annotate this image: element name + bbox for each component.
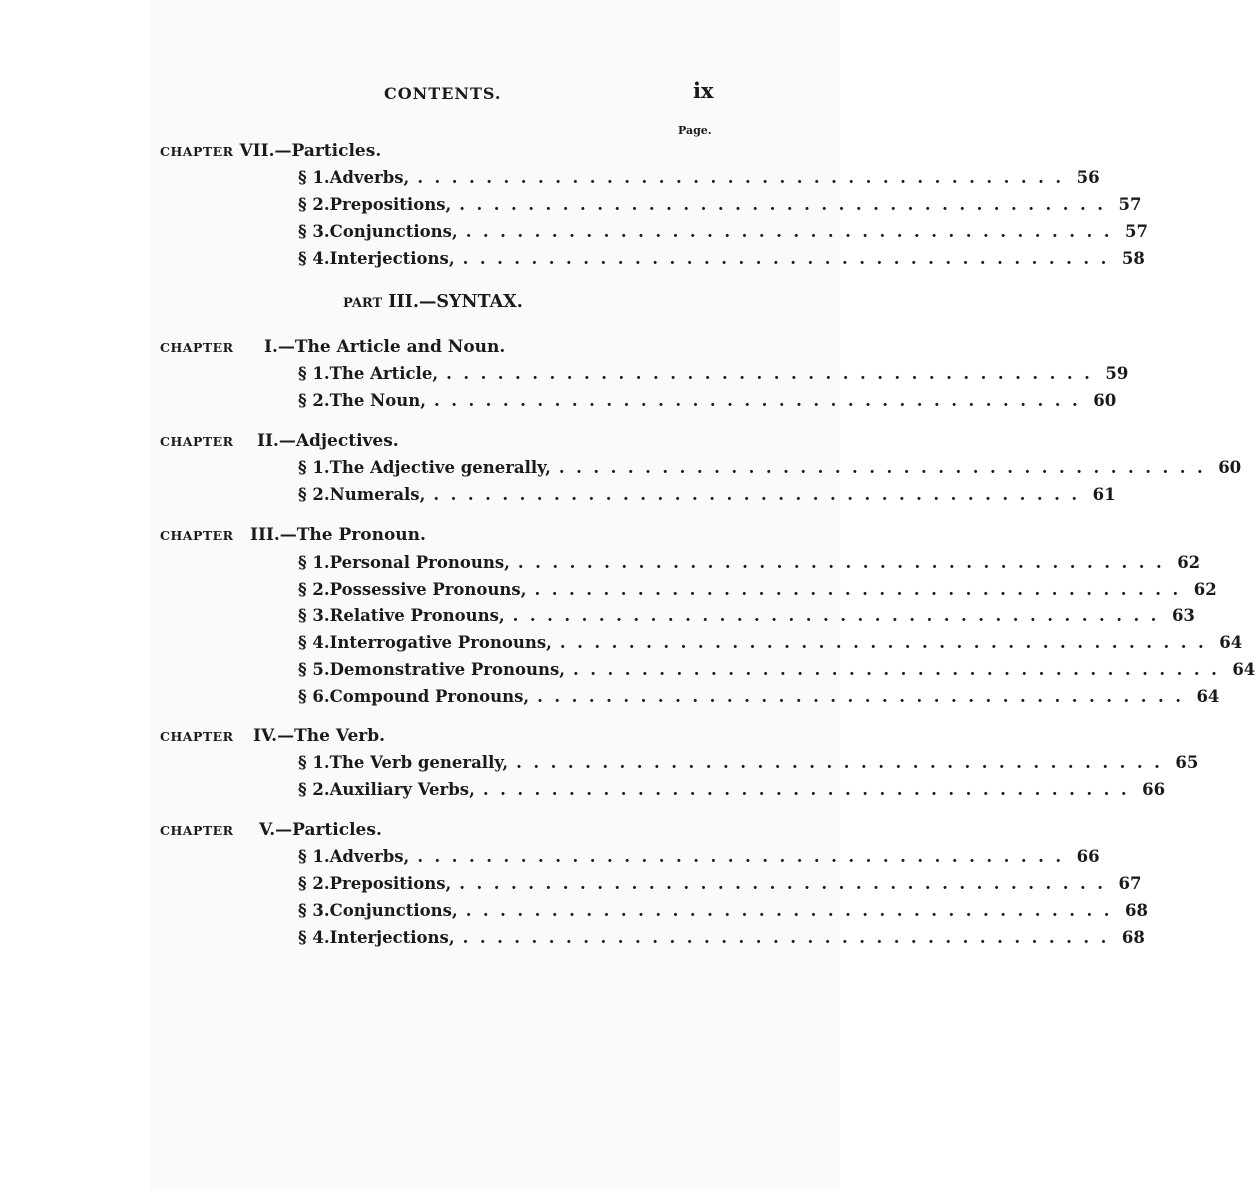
section-number: § 1.	[298, 553, 330, 572]
chapter-label: CHAPTER	[160, 729, 234, 744]
entry-label: Conjunctions,	[329, 901, 458, 920]
leader-dots: ......................................	[433, 485, 1089, 504]
leader-dots: ......................................	[534, 580, 1190, 599]
page-column-label: Page.	[678, 124, 712, 137]
entry-label: Interrogative Pronouns,	[329, 633, 552, 652]
toc-entry[interactable]	[298, 606, 1195, 625]
entry-page: 57	[1124, 222, 1148, 241]
toc-entry[interactable]	[298, 249, 1145, 268]
entry-label: Prepositions,	[329, 195, 452, 214]
chapter-title: II.—Adjectives.	[257, 431, 399, 451]
section-number: § 2.	[298, 780, 330, 799]
entry-page: 65	[1175, 753, 1199, 772]
leader-dots: ......................................	[433, 391, 1090, 410]
section-number: § 5.	[298, 660, 330, 679]
section-number: § 3.	[298, 222, 330, 241]
toc-entry[interactable]	[298, 222, 1148, 241]
leader-dots: ......................................	[517, 553, 1174, 572]
chapter-i-heading	[160, 337, 505, 357]
entry-page: 66	[1076, 847, 1100, 866]
entry-page: 60	[1218, 458, 1242, 477]
chapter-label: CHAPTER	[160, 528, 234, 543]
part-title: III.—SYNTAX.	[382, 292, 523, 312]
leader-dots: ......................................	[462, 249, 1118, 268]
chapter-label: CHAPTER	[160, 823, 234, 838]
entry-label: The Noun,	[329, 391, 426, 410]
entry-label: The Article,	[329, 364, 439, 383]
section-number: § 4.	[298, 249, 330, 268]
chapter-label: CHAPTER	[160, 144, 234, 159]
section-number: § 1.	[298, 458, 330, 477]
leader-dots: ......................................	[417, 168, 1073, 187]
leader-dots: ......................................	[465, 222, 1121, 241]
chapter-vii-heading	[160, 141, 381, 161]
leader-dots: ......................................	[462, 928, 1118, 947]
section-number: § 1.	[298, 753, 330, 772]
section-number: § 4.	[298, 928, 330, 947]
entry-label: Auxiliary Verbs,	[329, 780, 475, 799]
entry-page: 60	[1093, 391, 1117, 410]
running-title: CONTENTS.	[384, 84, 502, 103]
entry-label: Personal Pronouns,	[329, 553, 510, 572]
leader-dots: ......................................	[558, 458, 1215, 477]
toc-entry[interactable]	[298, 874, 1142, 893]
section-number: § 2.	[298, 485, 330, 504]
toc-entry[interactable]	[298, 780, 1166, 799]
toc-entry[interactable]	[298, 580, 1217, 599]
toc-entry[interactable]	[298, 847, 1100, 866]
section-number: § 1.	[298, 847, 330, 866]
section-number: § 1.	[298, 364, 330, 383]
toc-entry[interactable]	[298, 633, 1243, 652]
entry-page: 63	[1171, 606, 1195, 625]
toc-entry[interactable]	[298, 391, 1117, 410]
entry-label: Adverbs,	[329, 847, 410, 866]
part-label: PART	[343, 296, 383, 311]
toc-entry[interactable]	[298, 195, 1142, 214]
leader-dots: ......................................	[512, 606, 1168, 625]
toc-entry[interactable]	[298, 660, 1255, 679]
section-number: § 2.	[298, 391, 330, 410]
entry-page: 62	[1193, 580, 1217, 599]
section-number: § 4.	[298, 633, 330, 652]
chapter-v-heading	[160, 820, 382, 840]
entry-label: The Adjective generally,	[329, 458, 551, 477]
toc-entry[interactable]	[298, 168, 1100, 187]
entry-label: Numerals,	[329, 485, 426, 504]
entry-page: 66	[1142, 780, 1166, 799]
section-number: § 3.	[298, 901, 330, 920]
entry-label: Conjunctions,	[329, 222, 458, 241]
entry-page: 64	[1232, 660, 1255, 679]
section-number: § 2.	[298, 874, 330, 893]
leader-dots: ......................................	[446, 364, 1102, 383]
section-number: § 2.	[298, 580, 330, 599]
entry-page: 62	[1177, 553, 1201, 572]
toc-entry[interactable]	[298, 928, 1145, 947]
entry-label: Demonstrative Pronouns,	[329, 660, 566, 679]
entry-page: 67	[1118, 874, 1142, 893]
entry-page: 58	[1121, 249, 1145, 268]
leader-dots: ......................................	[459, 874, 1115, 893]
chapter-title: IV.—The Verb.	[253, 726, 386, 746]
entry-label: The Verb generally,	[329, 753, 509, 772]
entry-label: Interjections,	[329, 928, 455, 947]
leader-dots: ......................................	[417, 847, 1073, 866]
toc-entry[interactable]	[298, 687, 1220, 706]
toc-entry[interactable]	[298, 458, 1242, 477]
section-number: § 2.	[298, 195, 330, 214]
leader-dots: ......................................	[459, 195, 1115, 214]
entry-label: Prepositions,	[329, 874, 452, 893]
chapter-label: CHAPTER	[160, 434, 234, 449]
section-number: § 1.	[298, 168, 330, 187]
entry-page: 56	[1076, 168, 1100, 187]
section-number: § 6.	[298, 687, 330, 706]
chapter-title: VII.—Particles.	[233, 141, 382, 161]
entry-label: Interjections,	[329, 249, 455, 268]
chapter-label: CHAPTER	[160, 340, 234, 355]
leader-dots: ......................................	[559, 633, 1216, 652]
leader-dots: ......................................	[516, 753, 1172, 772]
entry-label: Adverbs,	[329, 168, 410, 187]
toc-entry[interactable]	[298, 485, 1116, 504]
leader-dots: ......................................	[537, 687, 1193, 706]
entry-page: 64	[1196, 687, 1220, 706]
entry-page: 61	[1092, 485, 1116, 504]
entry-page: 68	[1124, 901, 1148, 920]
entry-page: 64	[1219, 633, 1243, 652]
chapter-iii-heading	[160, 525, 426, 545]
entry-label: Compound Pronouns,	[329, 687, 530, 706]
toc-entry[interactable]	[298, 753, 1199, 772]
entry-page: 59	[1105, 364, 1129, 383]
leader-dots: ......................................	[465, 901, 1121, 920]
toc-entry[interactable]	[298, 553, 1201, 572]
chapter-iv-heading	[160, 726, 385, 746]
entry-label: Possessive Pronouns,	[329, 580, 527, 599]
entry-label: Relative Pronouns,	[329, 606, 505, 625]
chapter-title: III.—The Pronoun.	[250, 525, 426, 545]
page-number: ix	[693, 78, 714, 103]
chapter-title: V.—Particles.	[259, 820, 382, 840]
toc-entry[interactable]	[298, 901, 1148, 920]
leader-dots: ......................................	[573, 660, 1229, 679]
entry-page: 68	[1121, 928, 1145, 947]
part-iii-heading	[343, 292, 523, 312]
toc-entry[interactable]	[298, 364, 1129, 383]
chapter-ii-heading	[160, 431, 399, 451]
entry-page: 57	[1118, 195, 1142, 214]
section-number: § 3.	[298, 606, 330, 625]
leader-dots: ......................................	[482, 780, 1139, 799]
chapter-title: I.—The Article and Noun.	[264, 337, 506, 357]
